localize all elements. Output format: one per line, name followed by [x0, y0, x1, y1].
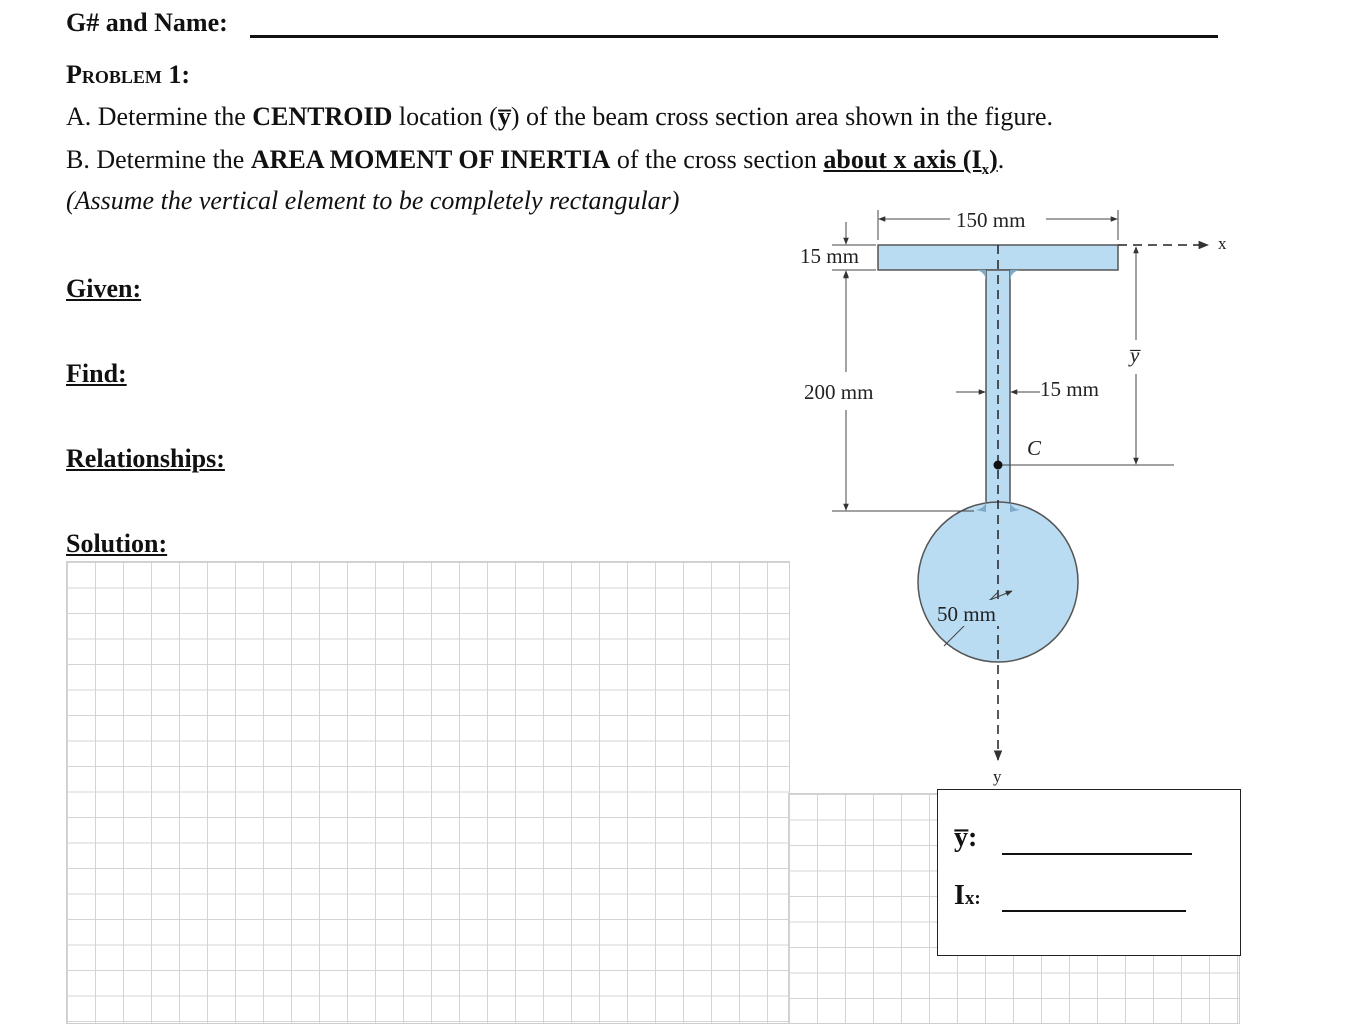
dim-200-label: 200 mm	[804, 380, 874, 404]
ybar-label: y̅	[1130, 343, 1140, 367]
ybar-symbol: y̅	[497, 102, 511, 131]
answer-box	[937, 789, 1241, 956]
dim-150-label: 150 mm	[956, 208, 1026, 232]
radius-label: 50 mm	[937, 602, 996, 626]
part-a-suffix: ) of the beam cross section area shown in the figure.	[510, 102, 1054, 131]
part-a	[66, 102, 1053, 132]
solution-grid[interactable]	[66, 561, 790, 1024]
part-b-suffix: .	[997, 145, 1005, 174]
ix-answer-line[interactable]	[1002, 910, 1186, 912]
about-x-axis	[823, 145, 998, 179]
ix-answer-label	[954, 880, 981, 912]
relationships-heading: Relationships:	[66, 444, 225, 473]
name-line[interactable]	[250, 35, 1218, 38]
given-heading: Given:	[66, 274, 142, 303]
ybar-answer-line[interactable]	[1002, 853, 1192, 855]
solution-heading: Solution:	[66, 529, 168, 558]
y-axis-label: y	[993, 767, 1002, 786]
ix-answer-sub: x:	[964, 888, 981, 909]
name-label: G# and Name:	[66, 8, 228, 37]
part-b-bold: AREA MOMENT OF INERTIA	[250, 145, 611, 174]
part-b	[66, 145, 1004, 179]
x-axis-label: x	[1218, 234, 1227, 253]
assumption-note: (Assume the vertical element to be completely rectangular)	[66, 186, 680, 215]
about-x-axis-end: )	[989, 145, 998, 174]
part-a-middle: location (	[392, 102, 498, 131]
about-x-axis-text: about x axis (I	[823, 145, 982, 174]
problem-title: Problem 1:	[66, 60, 191, 89]
about-x-axis-sub: x	[981, 162, 990, 179]
cross-section-figure	[780, 195, 1240, 790]
part-a-prefix: A. Determine the	[66, 102, 253, 131]
ix-answer-i: I	[954, 880, 965, 911]
centroid-label: C	[1027, 436, 1042, 460]
find-heading: Find:	[66, 359, 127, 388]
dim-web-label: 15 mm	[1040, 377, 1099, 401]
part-a-bold: CENTROID	[252, 102, 393, 131]
ybar-answer-label: y̅:	[954, 822, 978, 853]
dim-flange-label: 15 mm	[800, 244, 859, 268]
centroid-dot	[994, 461, 1003, 470]
part-b-prefix: B. Determine the	[66, 145, 251, 174]
part-b-middle: of the cross section	[610, 145, 824, 174]
